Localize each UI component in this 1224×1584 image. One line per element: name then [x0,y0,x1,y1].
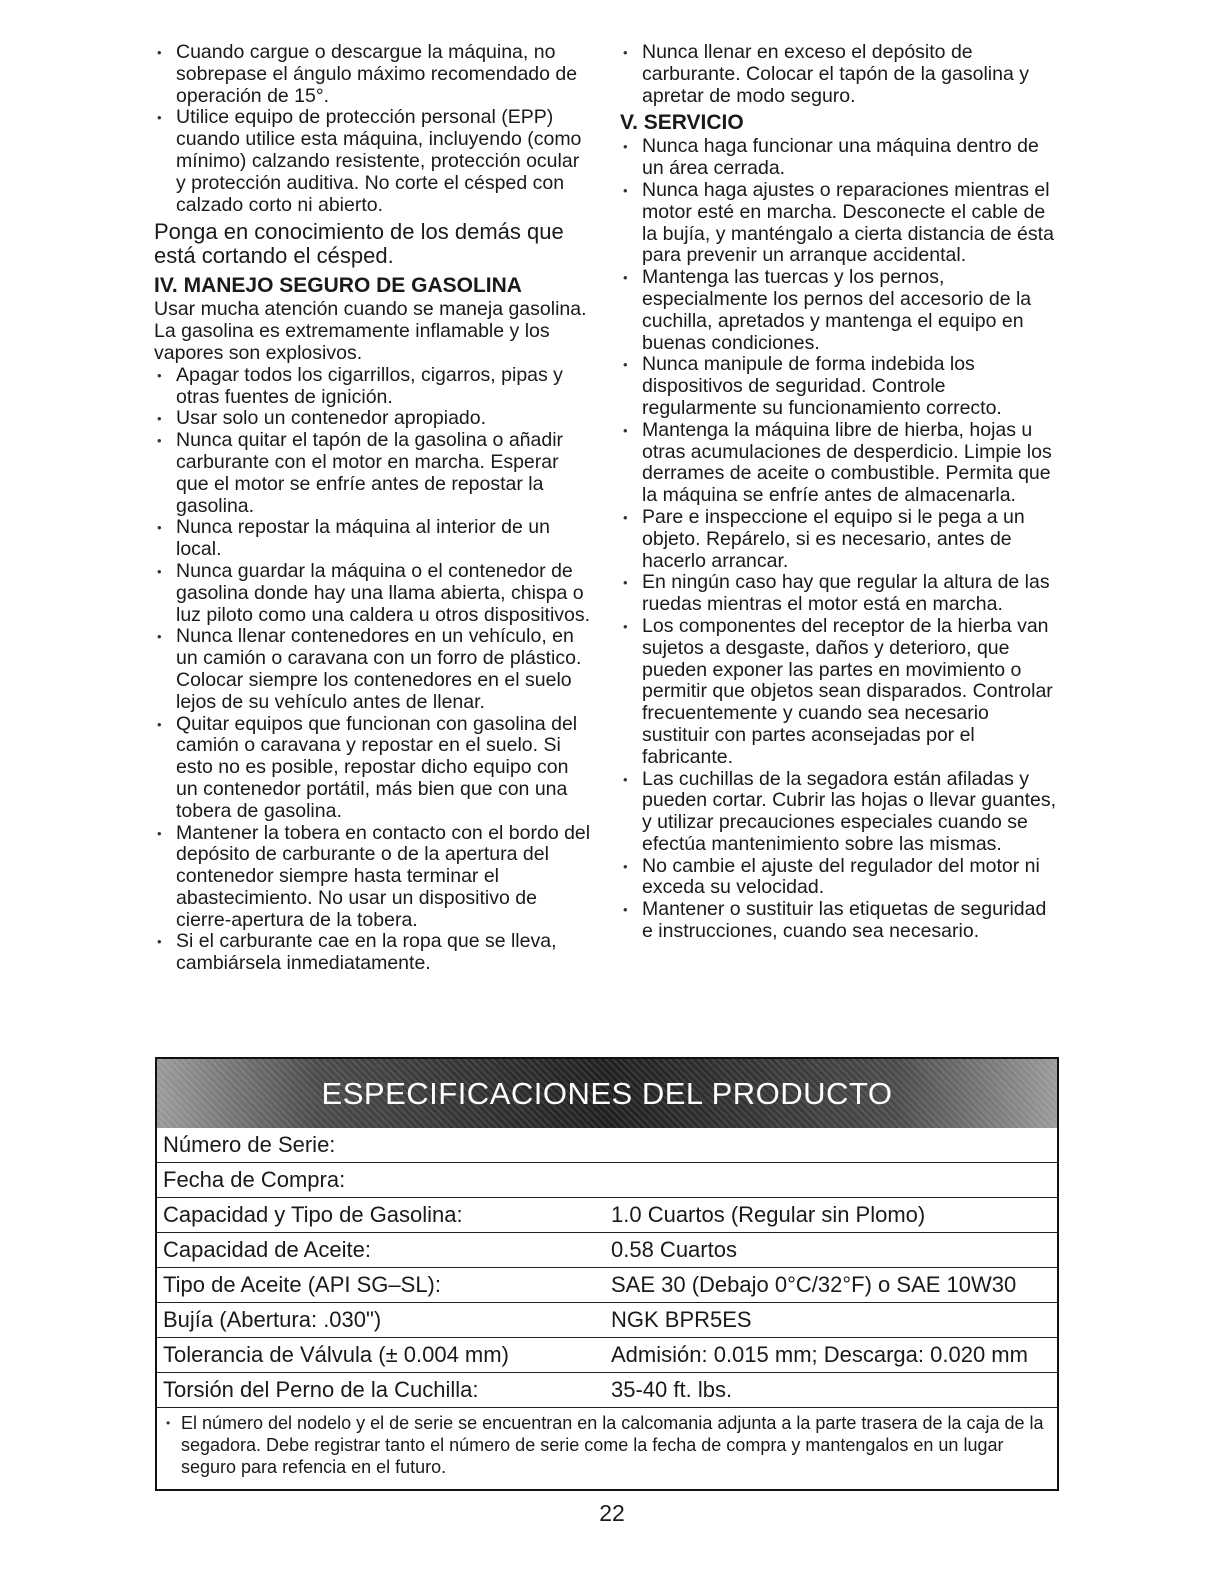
notice-paragraph: Ponga en conocimiento de los demás que está cortando el césped. [154,219,564,269]
spec-row-purchase-date [157,1163,1057,1198]
list-item: • En ningún caso hay que regular la altura de las ruedas mientras el motor está en marcha. [620,572,1060,616]
spec-row-oil-capacity [157,1233,1057,1268]
list-item: • Apagar todos los cigarrillos, cigarros, pipas y otras fuentes de ignición. [154,365,594,409]
spec-label: Bujía (Abertura: .030") [163,1307,382,1332]
list-item: • Quitar equipos que funcionan con gasolina del camión o caravana y repostar en el suelo. Si esto no es posible, repostar dicho equipo con un contenedor portátil, más bien que con una tobera de gasolina. [154,714,594,823]
list-item: • Utilice equipo de protección personal (EPP) cuando utilice esta máquina, incluyendo (como mínimo) calzando resistente, protección ocular y protección auditiva. No corte el césped con calzado corto ni abierto. [154,107,594,216]
section-iv-intro: Usar mucha atención cuando se maneja gasolina. La gasolina es extremamente inflamable y los vapores son explosivos. [154,298,587,364]
list-item: • Las cuchillas de la segadora están afiladas y pueden cortar. Cubrir las hojas o llevar guantes, y utilizar precauciones especiales cuando se efectúa mantenimiento sobre las mismas. [620,769,1060,856]
list-item: • Mantenga las tuercas y los pernos, especialmente los pernos del accesorio de la cuchilla, apretados y mantenga el equipo en buenas condiciones. [620,267,1060,354]
spec-label: Capacidad y Tipo de Gasolina: [163,1202,463,1227]
list-item: • Nunca quitar el tapón de la gasolina o añadir carburante con el motor en marcha. Esperar que el motor se enfríe antes de repostar la gasolina. [154,430,594,517]
spec-value: 35-40 ft. lbs. [611,1377,733,1402]
spec-label: Fecha de Compra: [163,1167,346,1192]
right-column [620,42,1060,943]
spec-value: SAE 30 (Debajo 0°C/32°F) o SAE 10W30 [611,1272,1017,1297]
list-item: • Nunca repostar la máquina al interior de un local. [154,517,594,561]
list-item: • Nunca haga ajustes o reparaciones mientras el motor esté en marcha. Desconecte el cable de la bujía, y manténgalo a cierta distancia de ésta para prevenir un arranque accidental. [620,180,1060,267]
list-item: • El número del nodelo y el de serie se encuentran en la calcomania adjunta a la parte trasera de la caja de la segadora. Debe registrar tanto el número de serie come la fecha de compra y mantengalos en un lugar seguro para refencia en el futuro. [163,1412,1049,1478]
spec-row-oil-type [157,1268,1057,1303]
safety-bullets-top-right [620,42,1060,107]
list-item: • Usar solo un contenedor apropiado. [154,408,594,430]
spec-row-valve-tolerance [157,1338,1057,1373]
section-iv-list [154,365,594,975]
list-item: • Pare e inspeccione el equipo si le pega a un objeto. Repárelo, si es necesario, antes de hacerlo arrancar. [620,507,1060,572]
list-item: • No cambie el ajuste del regulador del motor ni exceda su velocidad. [620,856,1060,900]
section-v-list [620,136,1060,942]
list-item: • Nunca guardar la máquina o el contenedor de gasolina donde hay una llama abierta, chispa o luz piloto como una caldera u otros dispositivos. [154,561,594,626]
list-item: • Los componentes del receptor de la hierba van sujetos a desgaste, daños y deterioro, que pueden exponer las partes en movimiento o permitir que objetos sean disparados. Controlar frecuentemente y cuando sea necesario sustituir con partes aconsejadas por el fabricante. [620,616,1060,769]
spec-row-blade-bolt-torque [157,1373,1057,1408]
list-item: • Mantener la tobera en contacto con el bordo del depósito de carburante o de la apertura del contenedor siempre hasta terminar el abastecimiento. No usar un dispositivo de cierre-apertura de la tobera. [154,823,594,932]
spec-row-fuel [157,1198,1057,1233]
list-item: • Mantenga la máquina libre de hierba, hojas u otras acumulaciones de desperdicio. Limpie los derrames de aceite o combustible. Permita que la máquina se enfríe antes de almacenarla. [620,420,1060,507]
spec-label: Capacidad de Aceite: [163,1237,371,1262]
spec-row-spark-plug [157,1303,1057,1338]
list-item: • Mantener o sustituir las etiquetas de seguridad e instrucciones, cuando sea necesario. [620,899,1060,943]
spec-label: Tipo de Aceite (API SG–SL): [163,1272,441,1297]
list-item: • Nunca haga funcionar una máquina dentro de un área cerrada. [620,136,1060,180]
specifications-note [157,1408,1057,1478]
section-v-heading: V. SERVICIO [620,111,744,135]
left-column [154,42,594,975]
spec-value: NGK BPR5ES [611,1307,752,1332]
list-item: • Si el carburante cae en la ropa que se lleva, cambiársela inmediatamente. [154,931,594,975]
specifications-banner [157,1059,1057,1128]
spec-row-serial [157,1128,1057,1163]
spec-label: Torsión del Perno de la Cuchilla: [163,1377,479,1402]
list-item: • Nunca manipule de forma indebida los dispositivos de seguridad. Controle regularmente su funcionamiento correcto. [620,354,1060,419]
specifications-title: ESPECIFICACIONES DEL PRODUCTO [321,1075,893,1111]
page-number: 22 [599,1500,625,1526]
section-iv-heading: IV. MANEJO SEGURO DE GASOLINA [154,274,522,298]
list-item: • Cuando cargue o descargue la máquina, no sobrepase el ángulo máximo recomendado de operación de 15°. [154,42,594,107]
list-item: • Nunca llenar contenedores en un vehículo, en un camión o caravana con un forro de plástico. Colocar siempre los contenedores en el suelo lejos de su vehículo antes de llenar. [154,626,594,713]
safety-bullets-top-left [154,42,594,216]
spec-value: Admisión: 0.015 mm; Descarga: 0.020 mm [611,1342,1028,1367]
list-item: • Nunca llenar en exceso el depósito de carburante. Colocar el tapón de la gasolina y apretar de modo seguro. [620,42,1060,107]
spec-label: Tolerancia de Válvula (± 0.004 mm) [163,1342,509,1367]
spec-value: 0.58 Cuartos [611,1237,737,1262]
product-specifications-box [155,1057,1059,1491]
spec-label: Número de Serie: [163,1132,336,1157]
spec-value: 1.0 Cuartos (Regular sin Plomo) [611,1202,926,1227]
